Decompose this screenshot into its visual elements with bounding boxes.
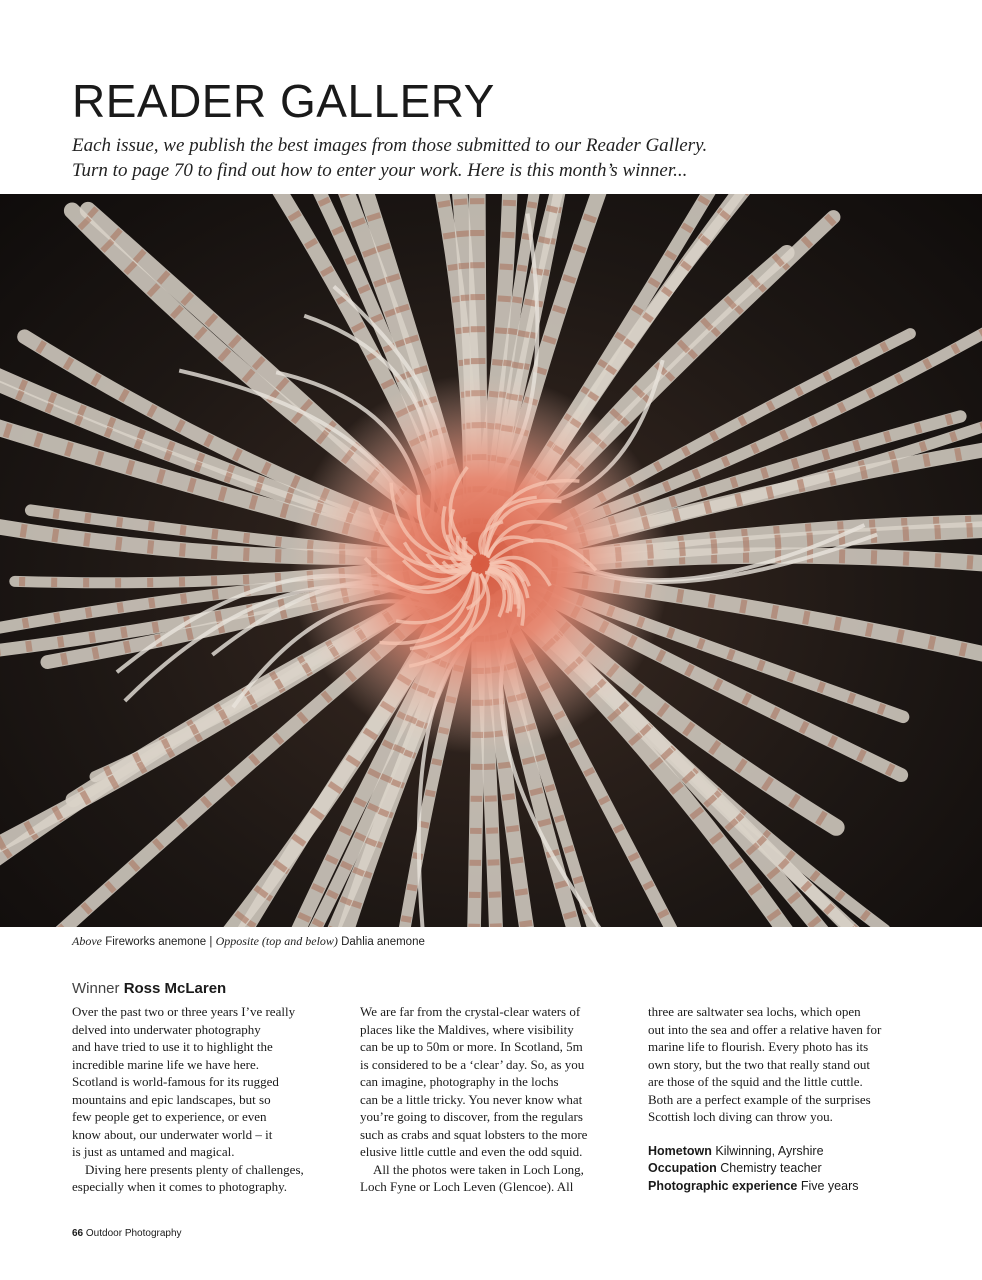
- body-line: All the photos were taken in Loch Long,: [373, 1161, 584, 1177]
- body-line: incredible marine life we have here.: [72, 1056, 259, 1072]
- body-line: mountains and epic landscapes, but so: [72, 1091, 271, 1107]
- fact-hometown-label: Hometown: [648, 1143, 712, 1158]
- body-column-3: [648, 1003, 918, 1195]
- winner-heading: [72, 980, 226, 997]
- body-line: places like the Maldives, where visibility: [360, 1021, 574, 1037]
- body-line: can be a little tricky. You never know what: [360, 1091, 583, 1107]
- body-line: can be up to 50m or more. In Scotland, 5m: [360, 1039, 583, 1054]
- body-line: can imagine, photography in the lochs: [360, 1074, 559, 1089]
- body-line: especially when it comes to photography.: [72, 1179, 288, 1194]
- body-line: and have tried to use it to highlight the: [72, 1039, 273, 1054]
- body-line: Loch Fyne or Loch Leven (Glencoe). All: [360, 1179, 574, 1194]
- page-folio: [72, 1228, 182, 1239]
- caption-opposite-label: Opposite (top and below): [215, 934, 338, 948]
- page-title: READER GALLERY: [72, 75, 495, 127]
- body-column-2: [360, 1003, 630, 1196]
- body-line: are those of the squid and the little cuttle.: [648, 1074, 863, 1089]
- body-line: We are far from the crystal-clear waters of: [360, 1004, 581, 1019]
- photo-caption: [72, 934, 425, 949]
- body-line: you’re going to discover, from the regulars: [360, 1109, 583, 1124]
- winner-name: Ross McLaren: [123, 980, 227, 997]
- body-line: Over the past two or three years I’ve really: [72, 1004, 296, 1019]
- fact-occupation: [648, 1160, 918, 1178]
- body-line: out into the sea and offer a relative haven for: [648, 1021, 882, 1037]
- caption-above-label: Above: [72, 934, 102, 948]
- fact-experience-value: Five years: [800, 1178, 859, 1193]
- magazine-name: Outdoor Photography: [85, 1228, 182, 1239]
- fact-experience-label: Photographic experience: [648, 1178, 798, 1193]
- standfirst: [72, 133, 932, 183]
- caption-above-text: Fireworks anemone: [105, 936, 207, 948]
- standfirst-line-2: Turn to page 70 to find out how to enter your work. Here is this month’s winner...: [72, 160, 688, 181]
- fact-experience: [648, 1178, 918, 1196]
- anemone-illustration: [0, 194, 982, 927]
- standfirst-line-1: Each issue, we publish the best images from those submitted to our Reader Gallery.: [72, 135, 708, 156]
- body-line: own story, but the two that really stand out: [648, 1056, 870, 1072]
- body-line: is just as untamed and magical.: [72, 1144, 235, 1159]
- body-line: elusive little cuttle and even the odd squid.: [360, 1144, 583, 1159]
- winner-label: Winner: [72, 980, 120, 997]
- photographer-facts: [648, 1143, 918, 1196]
- body-line: Both are a perfect example of the surprises: [648, 1091, 871, 1107]
- caption-opposite-text: Dahlia anemone: [341, 936, 425, 948]
- body-line: marine life to flourish. Every photo has its: [648, 1039, 869, 1054]
- body-line: know about, our underwater world – it: [72, 1126, 273, 1142]
- body-line: such as crabs and squat lobsters to the more: [360, 1126, 588, 1142]
- body-line: Diving here presents plenty of challenges,: [85, 1161, 304, 1177]
- fact-occupation-value: Chemistry teacher: [720, 1161, 822, 1175]
- body-line: three are saltwater sea lochs, which open: [648, 1004, 861, 1019]
- caption-separator: |: [209, 936, 213, 948]
- anemone-core: [290, 374, 670, 754]
- body-line: is considered to be a ‘clear’ day. So, as you: [360, 1056, 585, 1072]
- fact-hometown: [648, 1143, 918, 1161]
- body-line: Scotland is world-famous for its rugged: [72, 1074, 279, 1089]
- fact-hometown-value: Kilwinning, Ayrshire: [715, 1143, 824, 1158]
- fact-occupation-label: Occupation: [648, 1161, 717, 1175]
- body-line: few people get to experience, or even: [72, 1109, 267, 1124]
- body-line: Scottish loch diving can throw you.: [648, 1109, 833, 1124]
- anemone-photo: [0, 194, 982, 927]
- body-column-1: [72, 1003, 342, 1196]
- body-line: delved into underwater photography: [72, 1021, 261, 1037]
- page-number: 66: [72, 1228, 84, 1239]
